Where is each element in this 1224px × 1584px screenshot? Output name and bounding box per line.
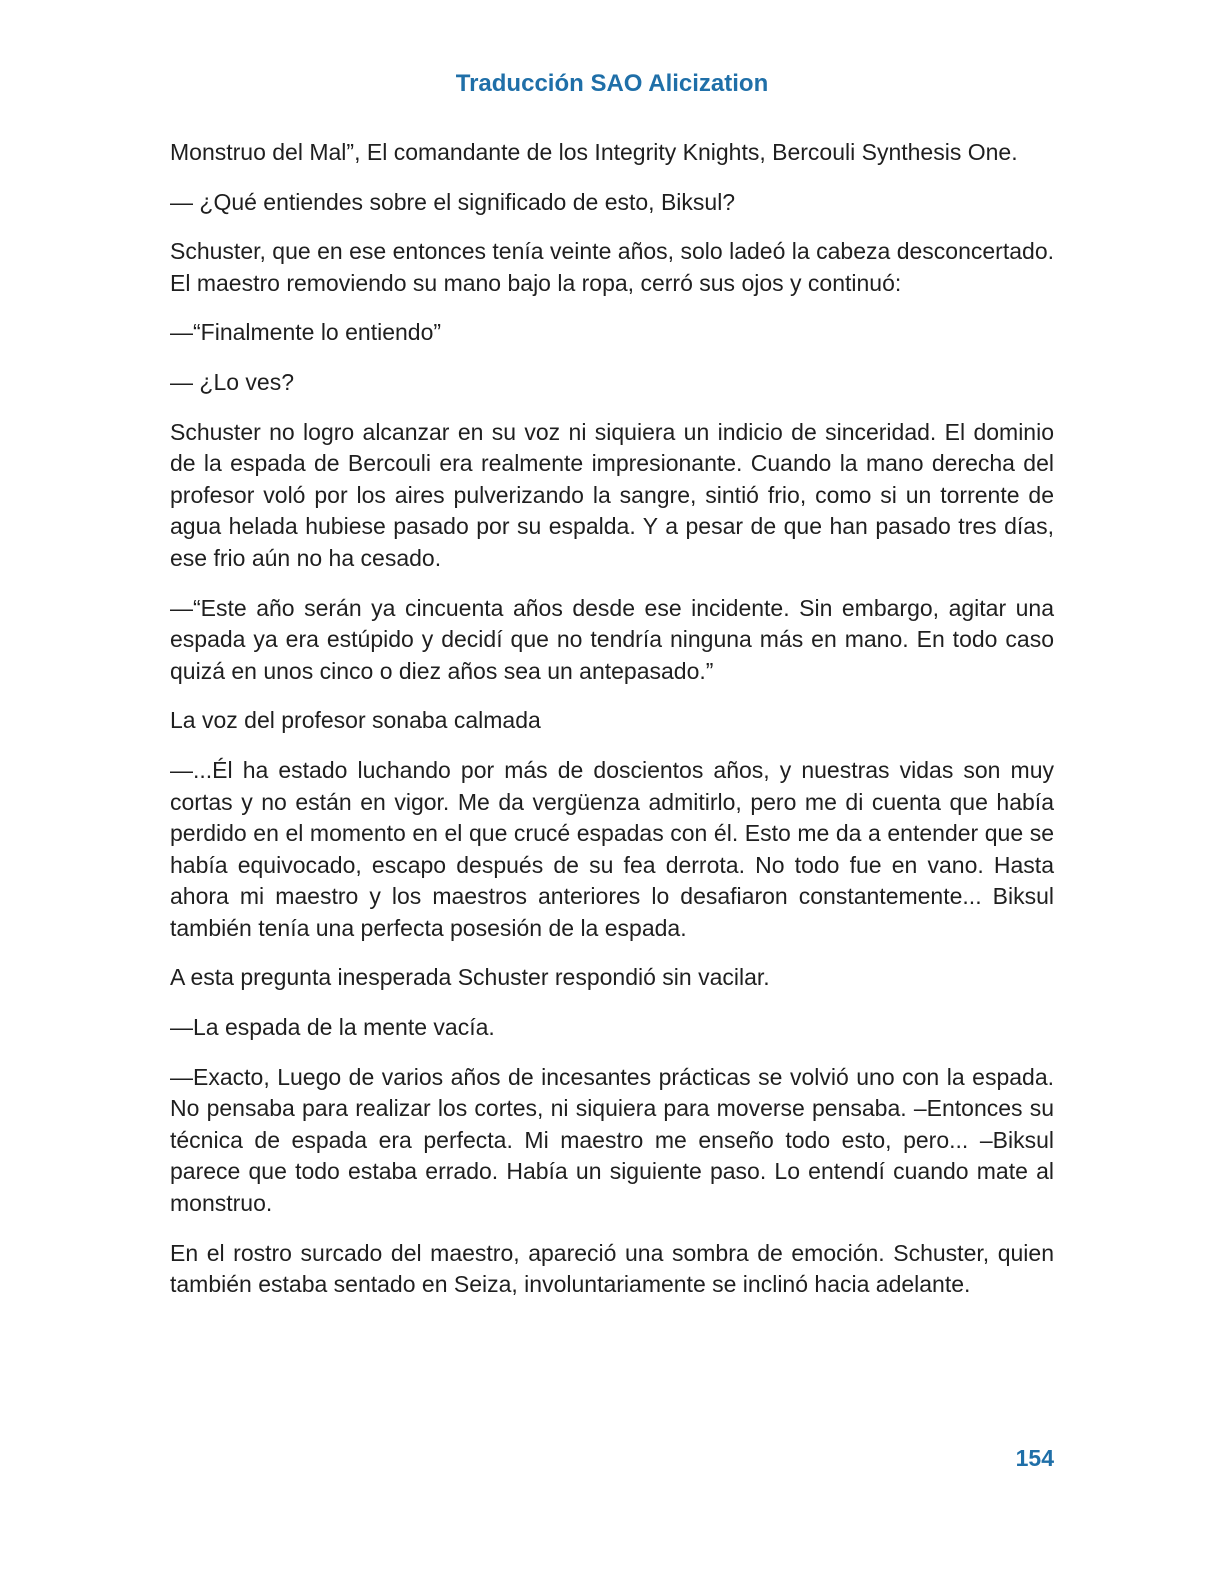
page-header-title: Traducción SAO Alicization	[455, 70, 769, 97]
paragraph-4: —“Finalmente lo entiendo”	[170, 319, 442, 346]
paragraph-6: Schuster no logro alcanzar en su voz ni siquiera un indicio de sinceridad. El dominio de la espada de Bercouli era realmente impresionante. Cuando la mano derecha del profesor voló por los aires pulverizando la sangre, sintió frio, como si un torrente de agua helada hubiese pasado por su espalda. Y a pesar de que han pasado tres días, ese frio aún no ha cesado.	[170, 418, 1054, 571]
page-body	[170, 137, 1054, 1319]
paragraph-1: Monstruo del Mal”, El comandante de los Integrity Knights, Bercouli Synthesis One.	[170, 139, 1018, 165]
paragraph-13: En el rostro surcado del maestro, apareció una sombra de emoción. Schuster, quien también estaba sentado en Seiza, involuntariamente se inclinó hacia adelante.	[170, 1239, 1054, 1298]
paragraph-5: — ¿Lo ves?	[170, 368, 294, 395]
paragraph-9: —...Él ha estado luchando por más de doscientos años, y nuestras vidas son muy cortas y no están en vigor. Me da vergüenza admitirlo, pero me di cuenta que había perdido en el momento en el que crucé espadas con él. Esto me da a entender que se había equivocado, escapo después de su fea derrota. No todo fue en vano. Hasta ahora mi maestro y los maestros anteriores lo desafiaron constantemente... Biksul también tenía una perfecta posesión de la espada.	[170, 756, 1054, 941]
paragraph-12: —Exacto, Luego de varios años de incesantes prácticas se volvió uno con la espada. No pensaba para realizar los cortes, ni siquiera para moverse pensaba. –Entonces su técnica de espada era perfecta. Mi maestro me enseño todo esto, pero... –Biksul parece que todo estaba errado. Había un siguiente paso. Lo entendí cuando mate al monstruo.	[170, 1063, 1054, 1217]
paragraph-10: A esta pregunta inesperada Schuster respondió sin vacilar.	[170, 964, 770, 991]
paragraph-11: —La espada de la mente vacía.	[170, 1014, 495, 1041]
page-number: 154	[1015, 1445, 1054, 1471]
paragraph-2: — ¿Qué entiendes sobre el significado de esto, Biksul?	[170, 188, 736, 215]
paragraph-8: La voz del profesor sonaba calmada	[170, 707, 541, 734]
paragraph-3: Schuster, que en ese entonces tenía veinte años, solo ladeó la cabeza desconcertado. El maestro removiendo su mano bajo la ropa, cerró sus ojos y continuó:	[170, 238, 1054, 296]
paragraph-7: —“Este año serán ya cincuenta años desde ese incidente. Sin embargo, agitar una espada ya era estúpido y decidí que no tendría ninguna más en mano. En todo caso quizá en unos cinco o diez años sea un antepasado.”	[170, 594, 1054, 684]
